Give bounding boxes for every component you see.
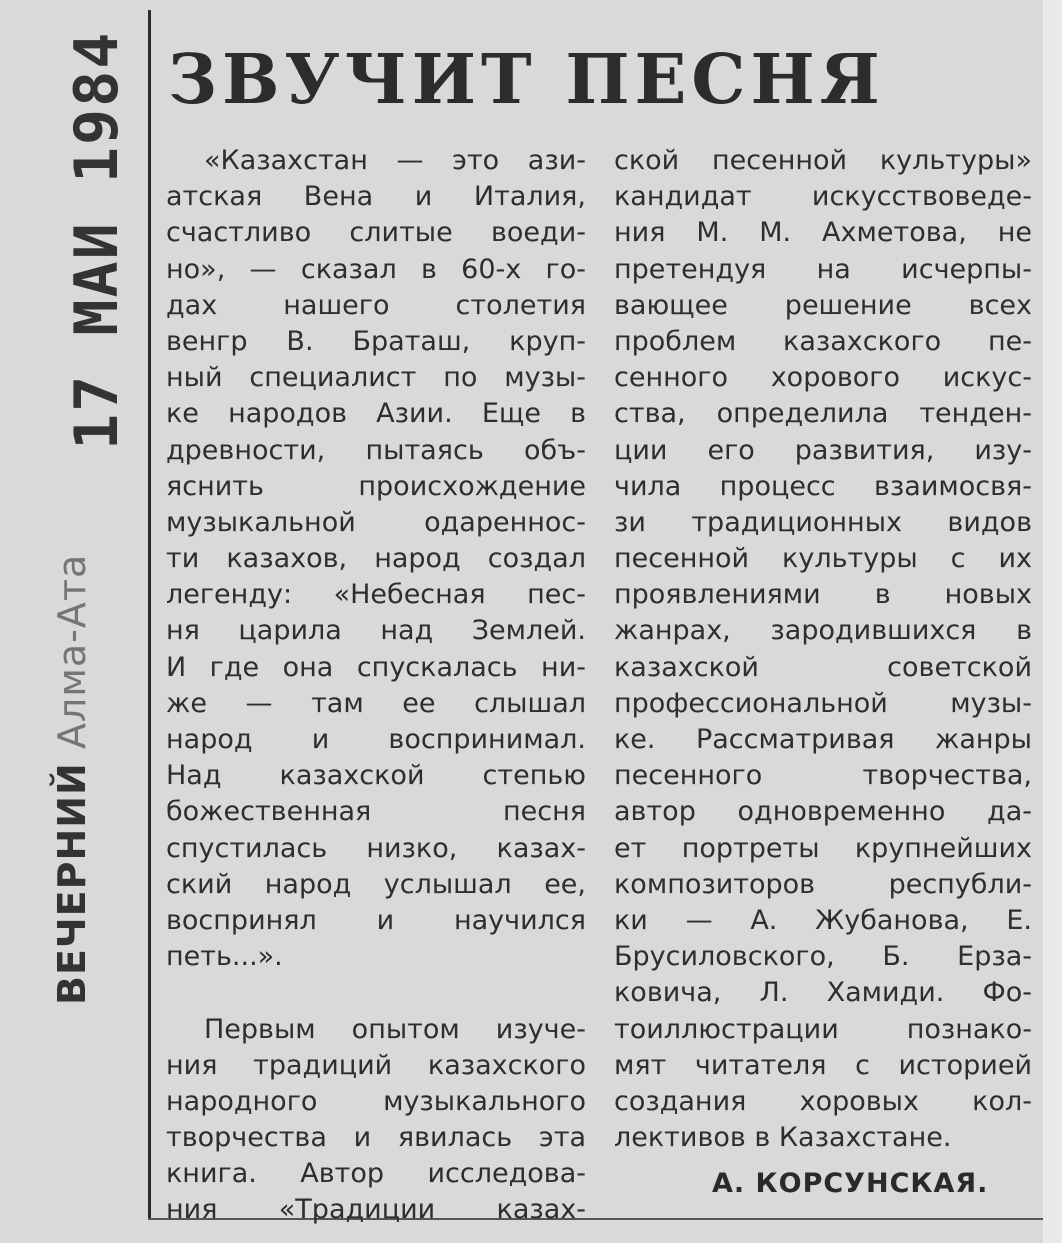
article-text-line: божественная песня	[166, 796, 586, 828]
article-text-line: яснить происхождение	[166, 470, 586, 502]
article-text-line: проявлениями в новых	[614, 579, 1032, 611]
article-text-line: ский народ услышал ее,	[166, 868, 586, 900]
article-text-line: кандидат искусствоведе-	[614, 181, 1032, 213]
article-text-line: Брусиловского, Б. Ерза-	[614, 941, 1032, 973]
article-author-signature: А. КОРСУНСКАЯ.	[712, 1168, 989, 1199]
clipping-margin	[0, 0, 148, 1243]
article-text-line: И где она спускалась ни-	[166, 651, 586, 683]
newspaper-name-bold: ВЕЧЕРНИЙ	[50, 762, 94, 1005]
article-text-line: профессиональной музы-	[614, 687, 1032, 719]
article-text-line: композиторов республи-	[614, 868, 1032, 900]
article-text-line: ет портреты крупнейших	[614, 832, 1032, 864]
article-text-line: ния М. М. Ахметова, не	[614, 217, 1032, 249]
article-text-line: счастливо слитые воеди-	[166, 217, 586, 249]
article-text-line: народ и воспринимал.	[166, 724, 586, 755]
article-text-line: музыкальной одареннос-	[166, 506, 586, 538]
article-text-line: претендуя на исчерпы-	[614, 253, 1032, 285]
article-text-line: песенного творчества,	[614, 760, 1032, 792]
article-text-line: ке. Рассматривая жанры	[614, 724, 1032, 755]
article-column-right	[614, 143, 1032, 1156]
article-text-line: древности, пытаясь объ-	[166, 434, 586, 466]
article-text-line: сенного хорового искус-	[614, 362, 1032, 394]
article-text-line: воспринял и научился	[166, 904, 586, 936]
article-text-line: ти казахов, народ создал	[166, 543, 586, 575]
article-text-line: создания хоровых кол-	[614, 1085, 1032, 1117]
article-text-line: чила процесс взаимосвя-	[614, 470, 1032, 502]
paragraph-break	[166, 975, 586, 1011]
article-text-line: ния «Традиции казах-	[166, 1194, 586, 1226]
article-text-line: вающее решение всех	[614, 289, 1032, 321]
article-column-left	[166, 143, 586, 1229]
article-text-line: зи традиционных видов	[614, 506, 1032, 538]
article-text-line: казахской советской	[614, 651, 1032, 683]
article-text-line: спустилась низко, казах-	[166, 832, 586, 864]
article-text-line: же — там ее слышал	[166, 687, 586, 719]
article-text-line: петь...».	[166, 941, 283, 973]
date-stamp: 17 МАИ 1984	[62, 30, 132, 450]
article-text-line: ки — А. Жубанова, Е.	[614, 904, 1032, 936]
article-text-line: ской песенной культуры»	[614, 145, 1032, 176]
article-text-line: творчества и явилась эта	[166, 1122, 586, 1154]
article-text-line: ке народов Азии. Еще в	[166, 398, 586, 430]
article-text-line: но», — сказал в 60-х го-	[166, 253, 586, 285]
article-text-line: ства, определила тенден-	[614, 398, 1032, 430]
article-text-line: лективов в Казахстане.	[614, 1122, 952, 1154]
article-headline: ЗВУЧИТ ПЕСНЯ	[168, 40, 885, 120]
article-text-line: тоиллюстрации познако-	[614, 1013, 1032, 1045]
newspaper-name-light: Алма-Ата	[50, 553, 94, 763]
article-text-line: легенду: «Небесная пес-	[166, 579, 586, 611]
article-text-line: народного музыкального	[166, 1085, 586, 1117]
article-text-line: Над казахской степью	[166, 760, 586, 792]
article-text-line: мят читателя с историей	[614, 1049, 1032, 1081]
article-text-line: дах нашего столетия	[166, 289, 586, 321]
article-text-line: ный специалист по музы-	[166, 362, 586, 394]
article-text-line: ня царила над Землей.	[166, 615, 586, 647]
article-text-line: автор одновременно да-	[614, 796, 1032, 828]
paper-edge	[1043, 0, 1062, 1243]
article-text-line: ции его развития, изу-	[614, 434, 1032, 466]
article-text-line: Первым опытом изуче-	[204, 1013, 586, 1045]
newspaper-name-stamp	[50, 554, 94, 1005]
article-text-line: ковича, Л. Хамиди. Фо-	[614, 977, 1032, 1009]
article-text-line: атская Вена и Италия,	[166, 181, 586, 213]
article-text-line: «Казахстан — это ази-	[204, 145, 586, 176]
article-text-line: жанрах, зародившихся в	[614, 615, 1032, 647]
column-border-left	[148, 10, 151, 1220]
article-text-line: венгр В. Браташ, круп-	[166, 325, 586, 357]
article-text-line: книга. Автор исследова-	[166, 1158, 586, 1190]
article-text-line: ния традиций казахского	[166, 1049, 586, 1081]
article-text-line: песенной культуры с их	[614, 543, 1032, 575]
article-text-line: проблем казахского пе-	[614, 325, 1032, 357]
